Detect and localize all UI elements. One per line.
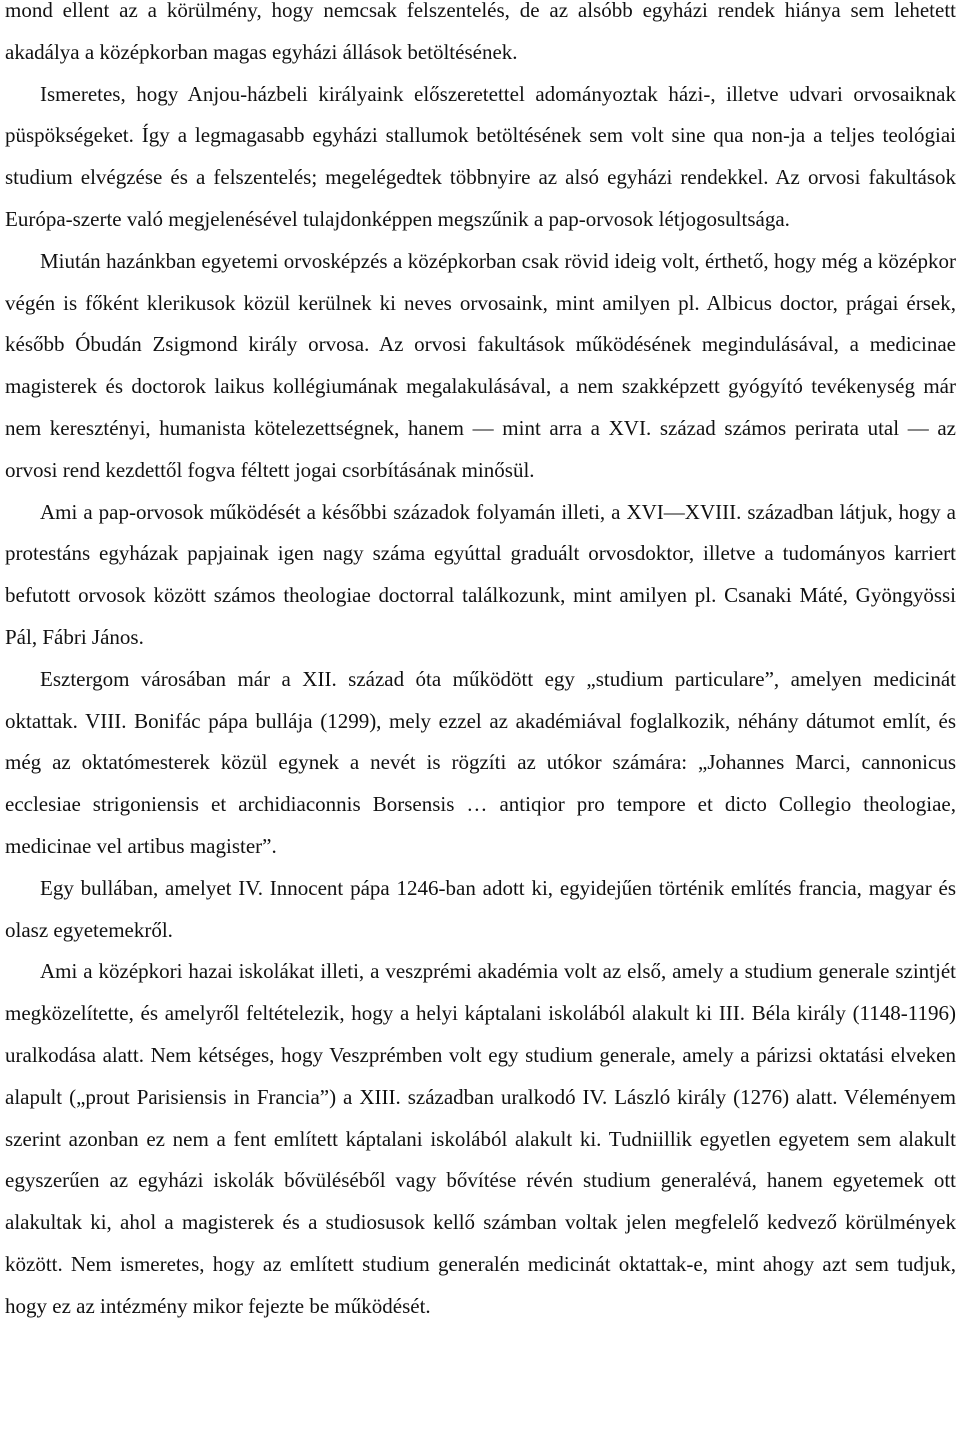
paragraph-3: Miután hazánkban egyetemi orvosképzés a középkorban csak rövid ideig volt, érthető, hogy még a középkor végén is főként klerikusok közül kerülnek ki neves orvosaink, mint amilyen pl. Albicus doctor, prágai érsek, később Óbudán Zsigmond király orvosa. Az orvosi fakultások működésének megindulásával, a medicinae magisterek és doctorok laikus kollégiumának megalakulásával, a nem szakképzett gyógyító tevékenység már nem keresztényi, humanista kötelezettségnek, hanem — mint arra a XVI. század számos perirata utal — az orvosi rend kezdettől fogva féltett jogai csorbításának minősül.: [5, 248, 956, 482]
paragraph-2: Ismeretes, hogy Anjou-házbeli királyaink előszeretettel adományoztak házi-, illetve udvari orvosaiknak püspökségeket. Így a legmagasabb egyházi stallumok betöltésének sem volt sine qua non-ja a teljes teológiai studium elvégzése és a felszentelés; megelégedtek többnyire az alsó egyházi rendekkel. Az orvosi fakultások Európa-szerte való megjelenésével tulajdonképpen megszűnik a pap-orvosok létjogosultsága.: [5, 81, 956, 231]
paragraph-6: Egy bullában, amelyet IV. Innocent pápa 1246-ban adott ki, egyidejűen történik említés francia, magyar és olasz egyetemekről.: [5, 875, 956, 942]
paragraph-5: Esztergom városában már a XII. század óta működött egy „studium particulare”, amelyen medicinát oktattak. VIII. Bonifác pápa bullája (1299), mely ezzel az akadémiával foglalkozik, néhány dátumot említ, és még az oktatómesterek közül egynek a nevét is rögzíti az utókor számára: „Johannes Marci, cannonicus ecclesiae strigoniensis et archidiaconnis Borsensis … antiqior pro tempore et dicto Collegio theologiae, medicinae vel artibus magister”.: [5, 666, 956, 858]
paragraph-1: mond ellent az a körülmény, hogy nemcsak felszentelés, de az alsóbb egyházi rendek hiánya sem lehetett akadálya a középkorban magas egyházi állások betöltésének.: [5, 0, 956, 64]
paragraph-7: Ami a középkori hazai iskolákat illeti, a veszprémi akadémia volt az első, amely a studium generale szintjét megközelítette, és amelyről feltételezik, hogy a helyi káptalani iskolából alakult ki III. Béla király (1148-1196) uralkodása alatt. Nem kétséges, hogy Veszprémben volt egy studium generale, amely a párizsi oktatási elveken alapult („prout Parisiensis in Francia”) a XIII. században uralkodó IV. László király (1276) alatt. Véleményem szerint azonban ez nem a fent említett káptalani iskolából alakult ki. Tudniillik egyetlen egyetem sem alakult egyszerűen az egyházi iskolák bővüléséből vagy bővítése révén studium generalévá, hanem egyetemek ott alakultak ki, ahol a magisterek és a studiosusok kellő számban voltak jelen megfelelő kedvező körülmények között. Nem ismeretes, hogy az említett studium generalén medicinát oktattak-e, mint ahogy azt sem tudjuk, hogy ez az intézmény mikor fejezte be működését.: [5, 959, 956, 1318]
paragraph-4: Ami a pap-orvosok működését a későbbi századok folyamán illeti, a XVI—XVIII. században látjuk, hogy a protestáns egyházak papjainak igen nagy száma egyúttal graduált orvosdoktor, illetve a tudományos karriert befutott orvosok között számos theologiae doctorral találkozunk, mint amilyen pl. Csanaki Máté, Gyöngyössi Pál, Fábri János.: [5, 499, 956, 649]
document-body: [5, 0, 956, 1328]
